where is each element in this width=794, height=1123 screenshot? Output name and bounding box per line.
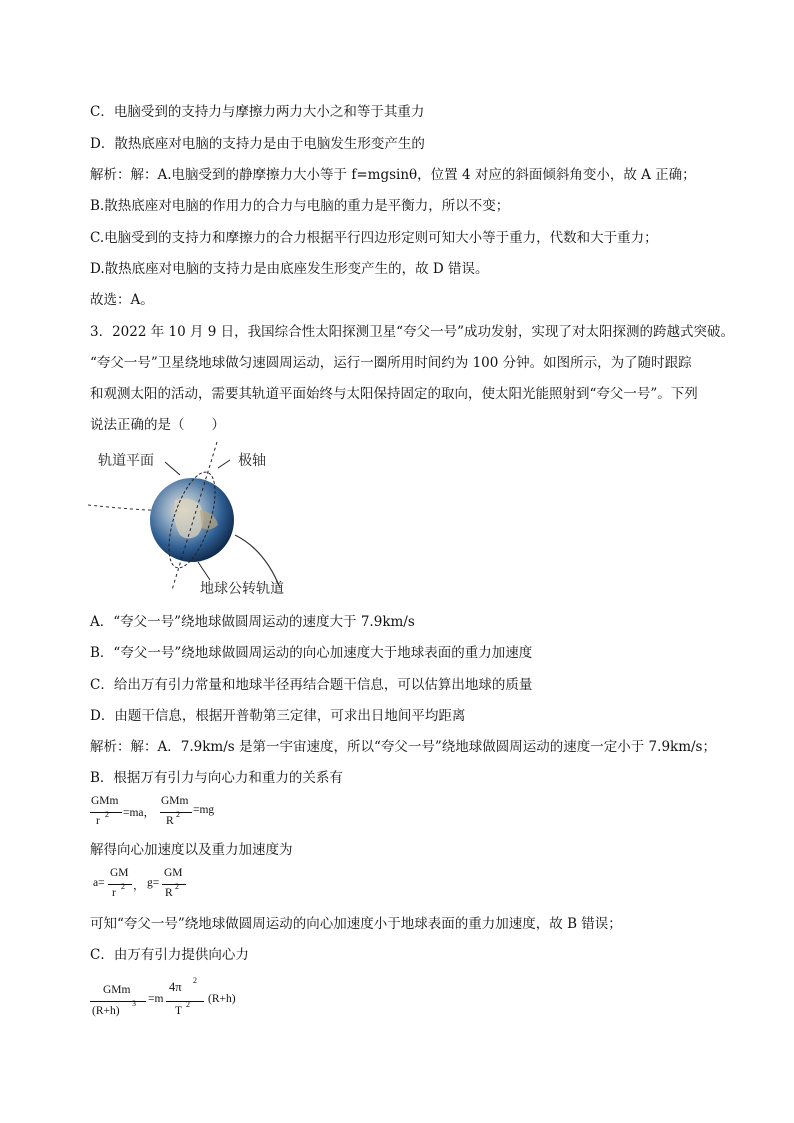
eq3-num1: GMm <box>103 984 131 996</box>
earth-orbit-figure <box>80 440 310 610</box>
eq1-exp2: 2 <box>176 810 180 819</box>
eq3-tail: (R+h) <box>208 993 236 1005</box>
eq2-sep: ， <box>133 880 145 892</box>
q3-stem-line-2: “夸父一号”卫星绕地球做匀速圆周运动，运行一圈所用时间约为 100 分钟。如图所示，为了随时跟踪 <box>90 355 692 371</box>
eq3-eq: =m <box>148 993 164 1005</box>
eq2-exp2: 2 <box>175 882 179 891</box>
eq3-bar2 <box>166 1001 204 1002</box>
q3-stem-line-1: 3．2022 年 10 月 9 日，我国综合性太阳探测卫星“夸父一号”成功发射，实现了对太阳探测的跨越式突破。 <box>90 324 734 340</box>
eq1-exp1: 2 <box>105 810 109 819</box>
eq2-exp1: 2 <box>121 882 125 891</box>
q3-option-b: B．“夸父一号”绕地球做圆周运动的向心加速度大于地球表面的重力加速度 <box>90 645 533 661</box>
prev-analysis-4: D.散热底座对电脑的支持力是由底座发生形变产生的，故 D 错误。 <box>90 261 489 277</box>
q3-analysis-b2: 解得向心加速度以及重力加速度为 <box>90 842 293 858</box>
eq3-den2: T <box>175 1005 183 1017</box>
q3-stem-line-4: 说法正确的是（ ） <box>90 417 225 433</box>
orbit-plane-leader <box>165 462 180 475</box>
prev-analysis-3: C.电脑受到的支持力和摩擦力的合力根据平行四边形定则可知大小等于重力，代数和大于重力； <box>90 230 658 246</box>
eq2-num2: GM <box>164 867 183 879</box>
prev-analysis-2: B.散热底座对电脑的作用力的合力与电脑的重力是平衡力，所以不变； <box>90 198 510 214</box>
q3-stem-line-3: 和观测太阳的活动，需要其轨道平面始终与太阳保持固定的取向，使太阳光能照射到“夸父一号”。下列 <box>90 386 698 402</box>
eq2-bar1 <box>108 884 132 885</box>
eq3-den1: (R+h) <box>92 1005 120 1017</box>
eq2-den1: r <box>112 887 116 899</box>
eq3-bar1 <box>90 1001 146 1002</box>
q3-option-a: A．“夸父一号”绕地球做圆周运动的速度大于 7.9km/s <box>90 614 415 630</box>
q3-option-d: D．由题干信息，根据开普勒第三定律，可求出日地间平均距离 <box>90 708 466 724</box>
eq2-lhs1: a= <box>93 877 105 889</box>
eq3-exp1: 3 <box>132 999 136 1008</box>
eq1-rhs1: =ma， <box>123 807 156 819</box>
prev-option-d: D．散热底座对电脑的支持力是由于电脑发生形变产生的 <box>90 136 425 152</box>
eq2-num1: GM <box>110 867 129 879</box>
q3-analysis-c: C．由万有引力提供向心力 <box>90 947 249 963</box>
label-orbit-plane: 轨道平面 <box>98 453 154 469</box>
label-revolution-orbit: 地球公转轨道 <box>200 581 284 597</box>
eq3-num2: 4π <box>169 980 182 994</box>
eq3-exp2: 2 <box>193 976 197 985</box>
polar-axis-leader <box>218 460 230 468</box>
prev-answer: 故选：A。 <box>90 292 154 308</box>
eq1-num2: GMm <box>161 795 189 807</box>
eq2-lhs2: g= <box>147 877 160 889</box>
eq1-den2: R <box>166 815 174 827</box>
eq1-num1: GMm <box>91 795 119 807</box>
q3-option-c: C．给出万有引力常量和地球半径再结合题干信息，可以估算出地球的质量 <box>90 677 533 693</box>
eq1-den1: r <box>96 815 100 827</box>
eq2-bar2 <box>162 884 186 885</box>
label-polar-axis: 极轴 <box>238 453 266 469</box>
eq2-den2: R <box>165 887 173 899</box>
q3-analysis-b: B．根据万有引力与向心力和重力的关系有 <box>90 770 343 786</box>
prev-option-c: C．电脑受到的支持力与摩擦力两力大小之和等于其重力 <box>90 104 425 120</box>
q3-analysis-a: 解析：解：A．7.9km/s 是第一宇宙速度，所以“夸父一号”绕地球做圆周运动的速度一定小于 7.9km/s； <box>90 739 716 755</box>
prev-analysis-1: 解析：解：A.电脑受到的静摩擦力大小等于 f=mgsinθ，位置 4 对应的斜面倾斜角变小，故 A 正确； <box>90 167 696 183</box>
eq3-exp3: 2 <box>186 1000 190 1009</box>
eq1-rhs2: =mg <box>193 804 215 816</box>
q3-analysis-b3: 可知“夸父一号”绕地球做圆周运动的向心加速度小于地球表面的重力加速度，故 B 错误； <box>90 916 622 932</box>
